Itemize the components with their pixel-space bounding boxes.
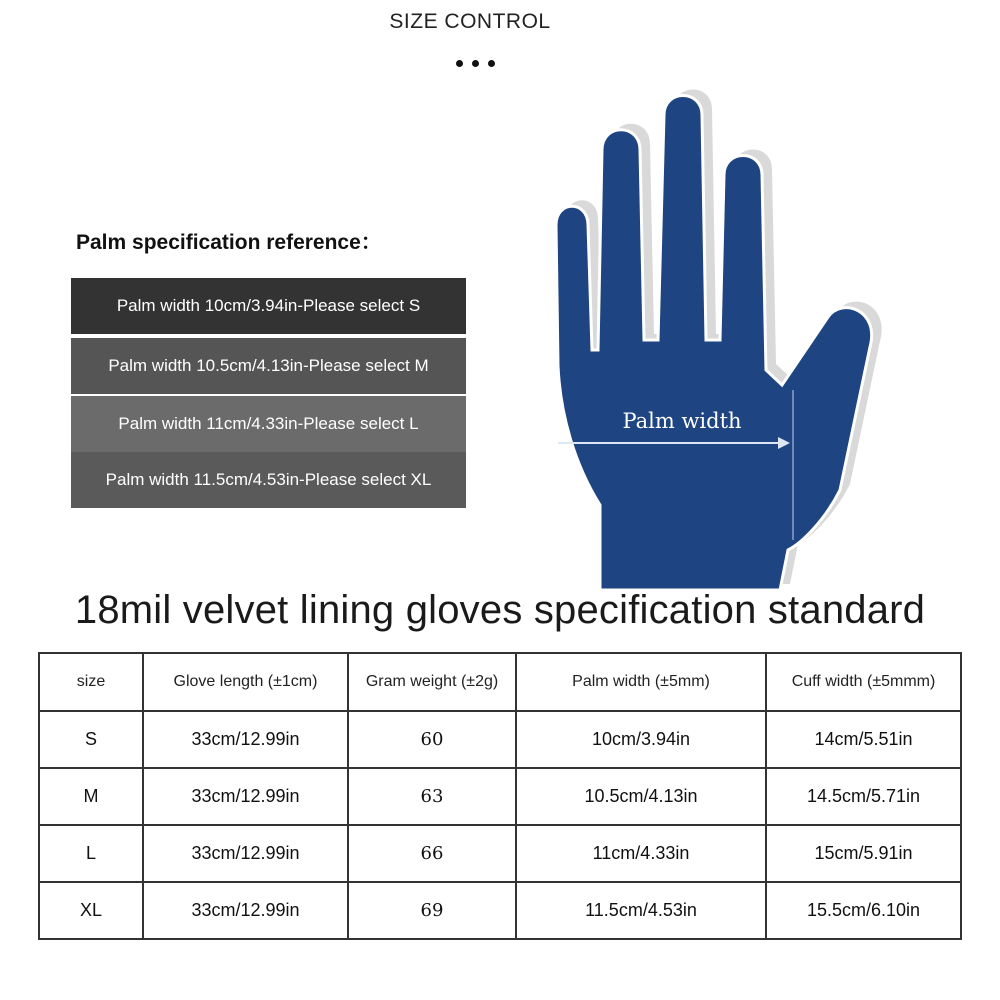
dot-icon xyxy=(488,60,495,67)
cell-cuff-width: 14.5cm/5.71in xyxy=(766,768,961,825)
header-size: size xyxy=(39,653,143,711)
table-row xyxy=(39,711,961,768)
palm-width-label: Palm width xyxy=(622,409,742,433)
cell-glove-length: 33cm/12.99in xyxy=(143,768,348,825)
glove-hand-illustration xyxy=(540,85,900,610)
cell-cuff-width: 14cm/5.51in xyxy=(766,711,961,768)
cell-palm-width: 11.5cm/4.53in xyxy=(516,882,766,939)
header-glove-length: Glove length (±1cm) xyxy=(143,653,348,711)
cell-palm-width: 11cm/4.33in xyxy=(516,825,766,882)
palm-reference-row-l: Palm width 11cm/4.33in-Please select L xyxy=(71,396,466,452)
palm-reference-title: Palm specification reference： xyxy=(76,231,382,254)
spec-table-title: 18mil velvet lining gloves specification standard xyxy=(74,588,926,632)
header-cuff-width: Cuff width (±5mmm) xyxy=(766,653,961,711)
spec-table xyxy=(38,652,962,940)
cell-glove-length: 33cm/12.99in xyxy=(143,711,348,768)
palm-reference-row-xl: Palm width 11.5cm/4.53in-Please select XL xyxy=(71,452,466,508)
palm-reference-row-s: Palm width 10cm/3.94in-Please select S xyxy=(71,278,466,334)
hand-shape xyxy=(556,96,872,591)
cell-gram-weight: 60 xyxy=(348,711,516,768)
cell-size: L xyxy=(39,825,143,882)
cell-size: S xyxy=(39,711,143,768)
table-row xyxy=(39,825,961,882)
cell-gram-weight: 63 xyxy=(348,768,516,825)
cell-glove-length: 33cm/12.99in xyxy=(143,882,348,939)
more-dots-icon xyxy=(456,60,506,72)
cell-cuff-width: 15.5cm/6.10in xyxy=(766,882,961,939)
cell-cuff-width: 15cm/5.91in xyxy=(766,825,961,882)
dot-icon xyxy=(472,60,479,67)
header-palm-width: Palm width (±5mm) xyxy=(516,653,766,711)
cell-gram-weight: 69 xyxy=(348,882,516,939)
table-row xyxy=(39,882,961,939)
header-gram-weight: Gram weight (±2g) xyxy=(348,653,516,711)
dot-icon xyxy=(456,60,463,67)
cell-glove-length: 33cm/12.99in xyxy=(143,825,348,882)
cell-palm-width: 10cm/3.94in xyxy=(516,711,766,768)
palm-reference-row-m: Palm width 10.5cm/4.13in-Please select M xyxy=(71,338,466,394)
page-header-title: SIZE CONTROL xyxy=(389,10,551,33)
cell-palm-width: 10.5cm/4.13in xyxy=(516,768,766,825)
spec-table-header-row xyxy=(39,653,961,711)
cell-gram-weight: 66 xyxy=(348,825,516,882)
cell-size: XL xyxy=(39,882,143,939)
cell-size: M xyxy=(39,768,143,825)
table-row xyxy=(39,768,961,825)
